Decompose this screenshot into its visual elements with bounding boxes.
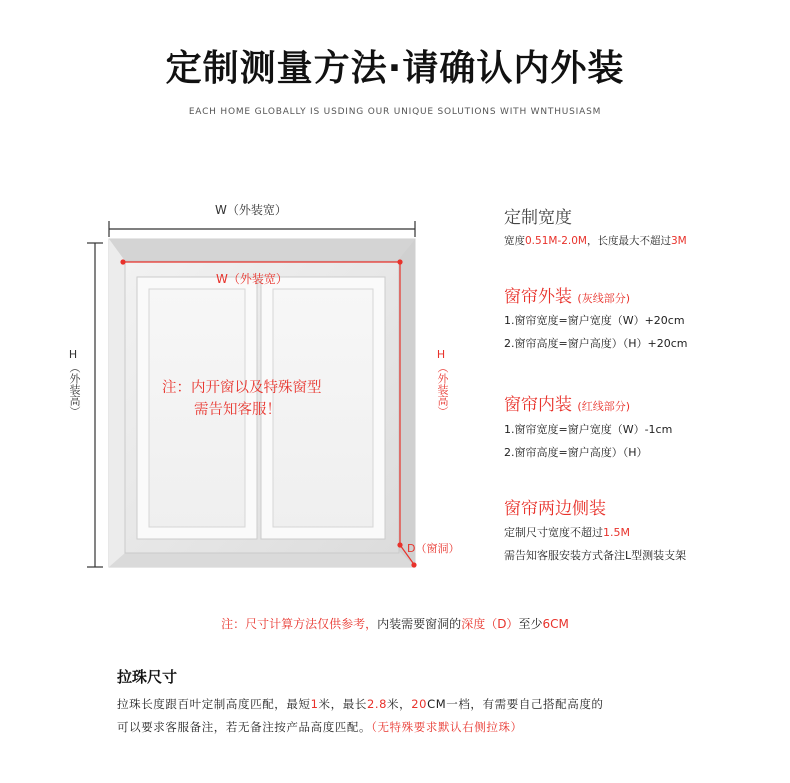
recess-left-bevel — [109, 239, 125, 567]
pull-step: 20 — [411, 697, 428, 711]
window-note — [162, 377, 322, 421]
pull-l1-e: 米， — [387, 697, 412, 711]
pull-line1 — [117, 696, 604, 712]
spec-width-desc-c: ，长度最大不超过 — [587, 235, 671, 247]
spec-inside-line1: 1.窗帘宽度=窗户宽度（W）-1cm — [504, 423, 673, 436]
spec-side-max: 1.5M — [603, 526, 630, 539]
spec-outside-note: (灰线部分) — [577, 292, 630, 305]
measure-note-min: 6CM — [542, 617, 569, 631]
spec-inside-line2: 2.窗帘高度=窗户高度）（H） — [504, 446, 648, 459]
spec-inside-note: (红线部分) — [577, 400, 630, 413]
pull-min: 1 — [310, 697, 319, 711]
outer-width-label: W（外装宽） — [215, 203, 287, 217]
spec-side-title: 窗帘两边侧装 — [504, 499, 606, 519]
spec-outside-line1: 1.窗帘宽度=窗户宽度（W）+20cm — [504, 314, 685, 327]
inner-width-dot-left — [120, 259, 125, 264]
outer-height-label-h: H — [68, 348, 78, 361]
pull-line2 — [117, 719, 523, 735]
window-note-line2: 需告知客服！ — [194, 402, 281, 418]
spec-outside-title-text: 窗帘外装 — [504, 287, 572, 307]
pull-l2-a: 可以要求客服备注，若无备注按产品高度匹配。 — [117, 720, 372, 734]
page-title: 定制测量方法·请确认内外装 — [165, 48, 625, 89]
pull-l1-a: 拉珠长度跟百叶定制高度匹配，最短 — [117, 697, 311, 711]
measure-note — [0, 615, 790, 632]
measure-note-d: 至少 — [518, 617, 543, 631]
spec-width-range: 0.51M-2.0M — [525, 235, 587, 247]
depth-dot — [411, 562, 416, 567]
spec-width-title: 定制宽度 — [504, 208, 572, 228]
pull-max: 2.8 — [366, 697, 388, 711]
spec-side-line1 — [504, 524, 630, 540]
pull-l1-g: CM一档，有需要自己搭配高度的 — [427, 697, 604, 711]
inner-width-label: W（外装宽） — [216, 272, 288, 286]
spec-inside-title — [504, 390, 630, 415]
outer-height-label — [66, 348, 80, 417]
spec-width-max: 3M — [671, 235, 687, 247]
window-note-line1: 注：内开窗以及特殊窗型 — [162, 380, 322, 396]
pull-title: 拉珠尺寸 — [117, 668, 178, 686]
measure-note-depth: 深度（D） — [461, 617, 519, 631]
spec-side-line2: 需告知客服安装方式备注L型测装支架 — [504, 549, 687, 562]
measure-note-a: 注：尺寸计算方法仅供参考， — [221, 617, 378, 631]
outer-height-label-text: （外装高） — [68, 362, 81, 417]
spec-width-desc-a: 宽度 — [504, 235, 525, 247]
spec-width-desc — [504, 233, 687, 248]
pull-l1-c: 米，最长 — [318, 697, 367, 711]
spec-side-line1-text: 定制尺寸宽度不超过 — [504, 526, 603, 539]
depth-label: D（窗洞） — [407, 542, 460, 555]
measure-note-b: 内装需要窗洞的 — [377, 617, 462, 631]
spec-outside-title — [504, 282, 630, 307]
page-subtitle: EACH HOME GLOBALLY IS USDING OUR UNIQUE SOLUTIONS WITH WNTHUSIASM — [188, 107, 602, 117]
spec-outside-line2: 2.窗帘高度=窗户高度）（H）+20cm — [504, 337, 688, 350]
inner-height-label-h: H — [436, 348, 446, 361]
pull-default-note: （无特殊要求默认右侧拉珠） — [371, 720, 523, 734]
inner-height-label-text: （外装高） — [436, 362, 449, 417]
inner-height-label — [434, 348, 448, 417]
recess-top-bevel — [109, 239, 415, 261]
spec-inside-title-text: 窗帘内装 — [504, 395, 572, 415]
